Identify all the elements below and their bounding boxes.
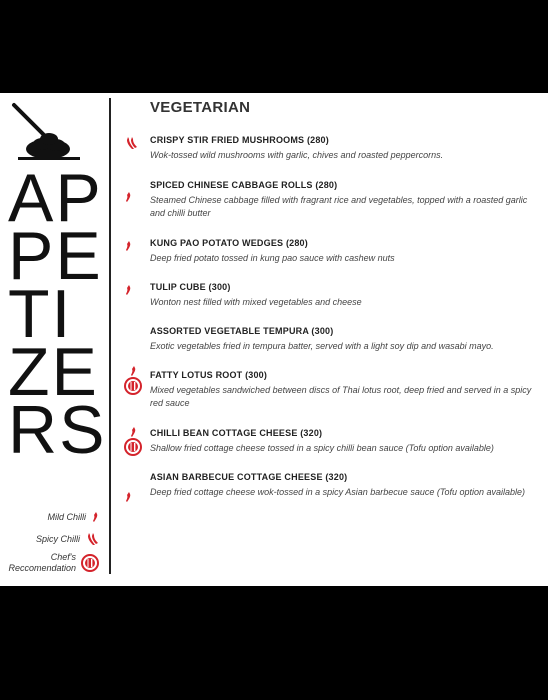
item-icons <box>124 192 144 203</box>
item-icons <box>124 427 144 456</box>
spicy-chilli-icon <box>124 136 138 150</box>
item-name: KUNG PAO POTATO WEDGES (280) <box>150 238 308 248</box>
menu-item <box>150 427 542 455</box>
item-icons <box>124 366 144 395</box>
vertical-divider <box>109 98 111 574</box>
item-description: Mixed vegetables sandwiched between discs of Thai lotus root, deep fried and served in a spicy red sauce <box>150 385 532 408</box>
mild-chilli-icon <box>124 241 132 252</box>
heading-row: PE <box>8 218 103 294</box>
item-description: Steamed Chinese cabbage filled with fragrant rice and vegetables, topped with a roasted garlic and chilli butter <box>150 195 528 218</box>
menu-item <box>150 281 542 309</box>
item-description: Shallow fried cottage cheese tossed in a spicy chilli bean sauce (Tofu option available) <box>150 443 494 453</box>
spicy-chilli-icon <box>85 532 99 546</box>
item-icons <box>124 241 144 252</box>
item-icons <box>124 492 144 503</box>
legend-spicy-label: Spicy Chilli <box>35 533 80 544</box>
mild-chilli-icon <box>124 192 132 203</box>
heading-row: TI <box>8 276 73 352</box>
legend-chef-label: Chef's Reccomendation <box>8 552 76 573</box>
heading-row: ZE <box>8 334 99 410</box>
plate-spoon-icon <box>10 99 80 161</box>
chef-recommendation-icon <box>81 554 99 572</box>
legend-chef <box>8 552 99 574</box>
appetizers-heading <box>8 160 108 468</box>
chef-recommendation-icon <box>124 438 142 456</box>
item-name: FATTY LOTUS ROOT (300) <box>150 370 268 380</box>
item-description: Exotic vegetables fried in tempura batter, served with a light soy dip and wasabi mayo. <box>150 341 494 351</box>
item-name: CHILLI BEAN COTTAGE CHEESE (320) <box>150 428 323 438</box>
item-description: Wok-tossed wild mushrooms with garlic, chives and roasted peppercorns. <box>150 150 444 160</box>
item-name: SPICED CHINESE CABBAGE ROLLS (280) <box>150 180 338 190</box>
heading-row: AP <box>8 160 103 236</box>
item-name: ASSORTED VEGETABLE TEMPURA (300) <box>150 326 334 336</box>
item-name: TULIP CUBE (300) <box>150 282 231 292</box>
mild-chilli-icon <box>124 492 132 503</box>
menu-page <box>0 93 548 586</box>
menu-item <box>150 179 542 220</box>
menu-item <box>150 471 542 499</box>
item-description: Deep fried cottage cheese wok-tossed in a spicy Asian barbecue sauce (Tofu option available) <box>150 487 526 497</box>
mild-chilli-icon <box>129 427 137 438</box>
legend-mild <box>47 512 99 523</box>
item-description: Deep fried potato tossed in kung pao sauce with cashew nuts <box>150 253 395 263</box>
heading-row: RS <box>8 392 107 468</box>
mild-chilli-icon <box>129 366 137 377</box>
menu-item <box>150 325 542 353</box>
item-icons <box>124 285 144 296</box>
menu-item <box>150 369 542 410</box>
item-name: ASIAN BARBECUE COTTAGE CHEESE (320) <box>150 472 348 482</box>
menu-item <box>150 134 542 162</box>
chef-recommendation-icon <box>124 377 142 395</box>
menu-item <box>150 237 542 265</box>
legend-mild-label: Mild Chilli <box>47 512 86 522</box>
mild-chilli-icon <box>91 512 99 523</box>
item-name: CRISPY STIR FRIED MUSHROOMS (280) <box>150 135 329 145</box>
legend-spicy <box>36 532 99 546</box>
mild-chilli-icon <box>124 285 132 296</box>
item-description: Wonton nest filled with mixed vegetables and cheese <box>150 297 362 307</box>
item-icons <box>124 136 144 150</box>
section-title: VEGETARIAN <box>150 99 251 116</box>
